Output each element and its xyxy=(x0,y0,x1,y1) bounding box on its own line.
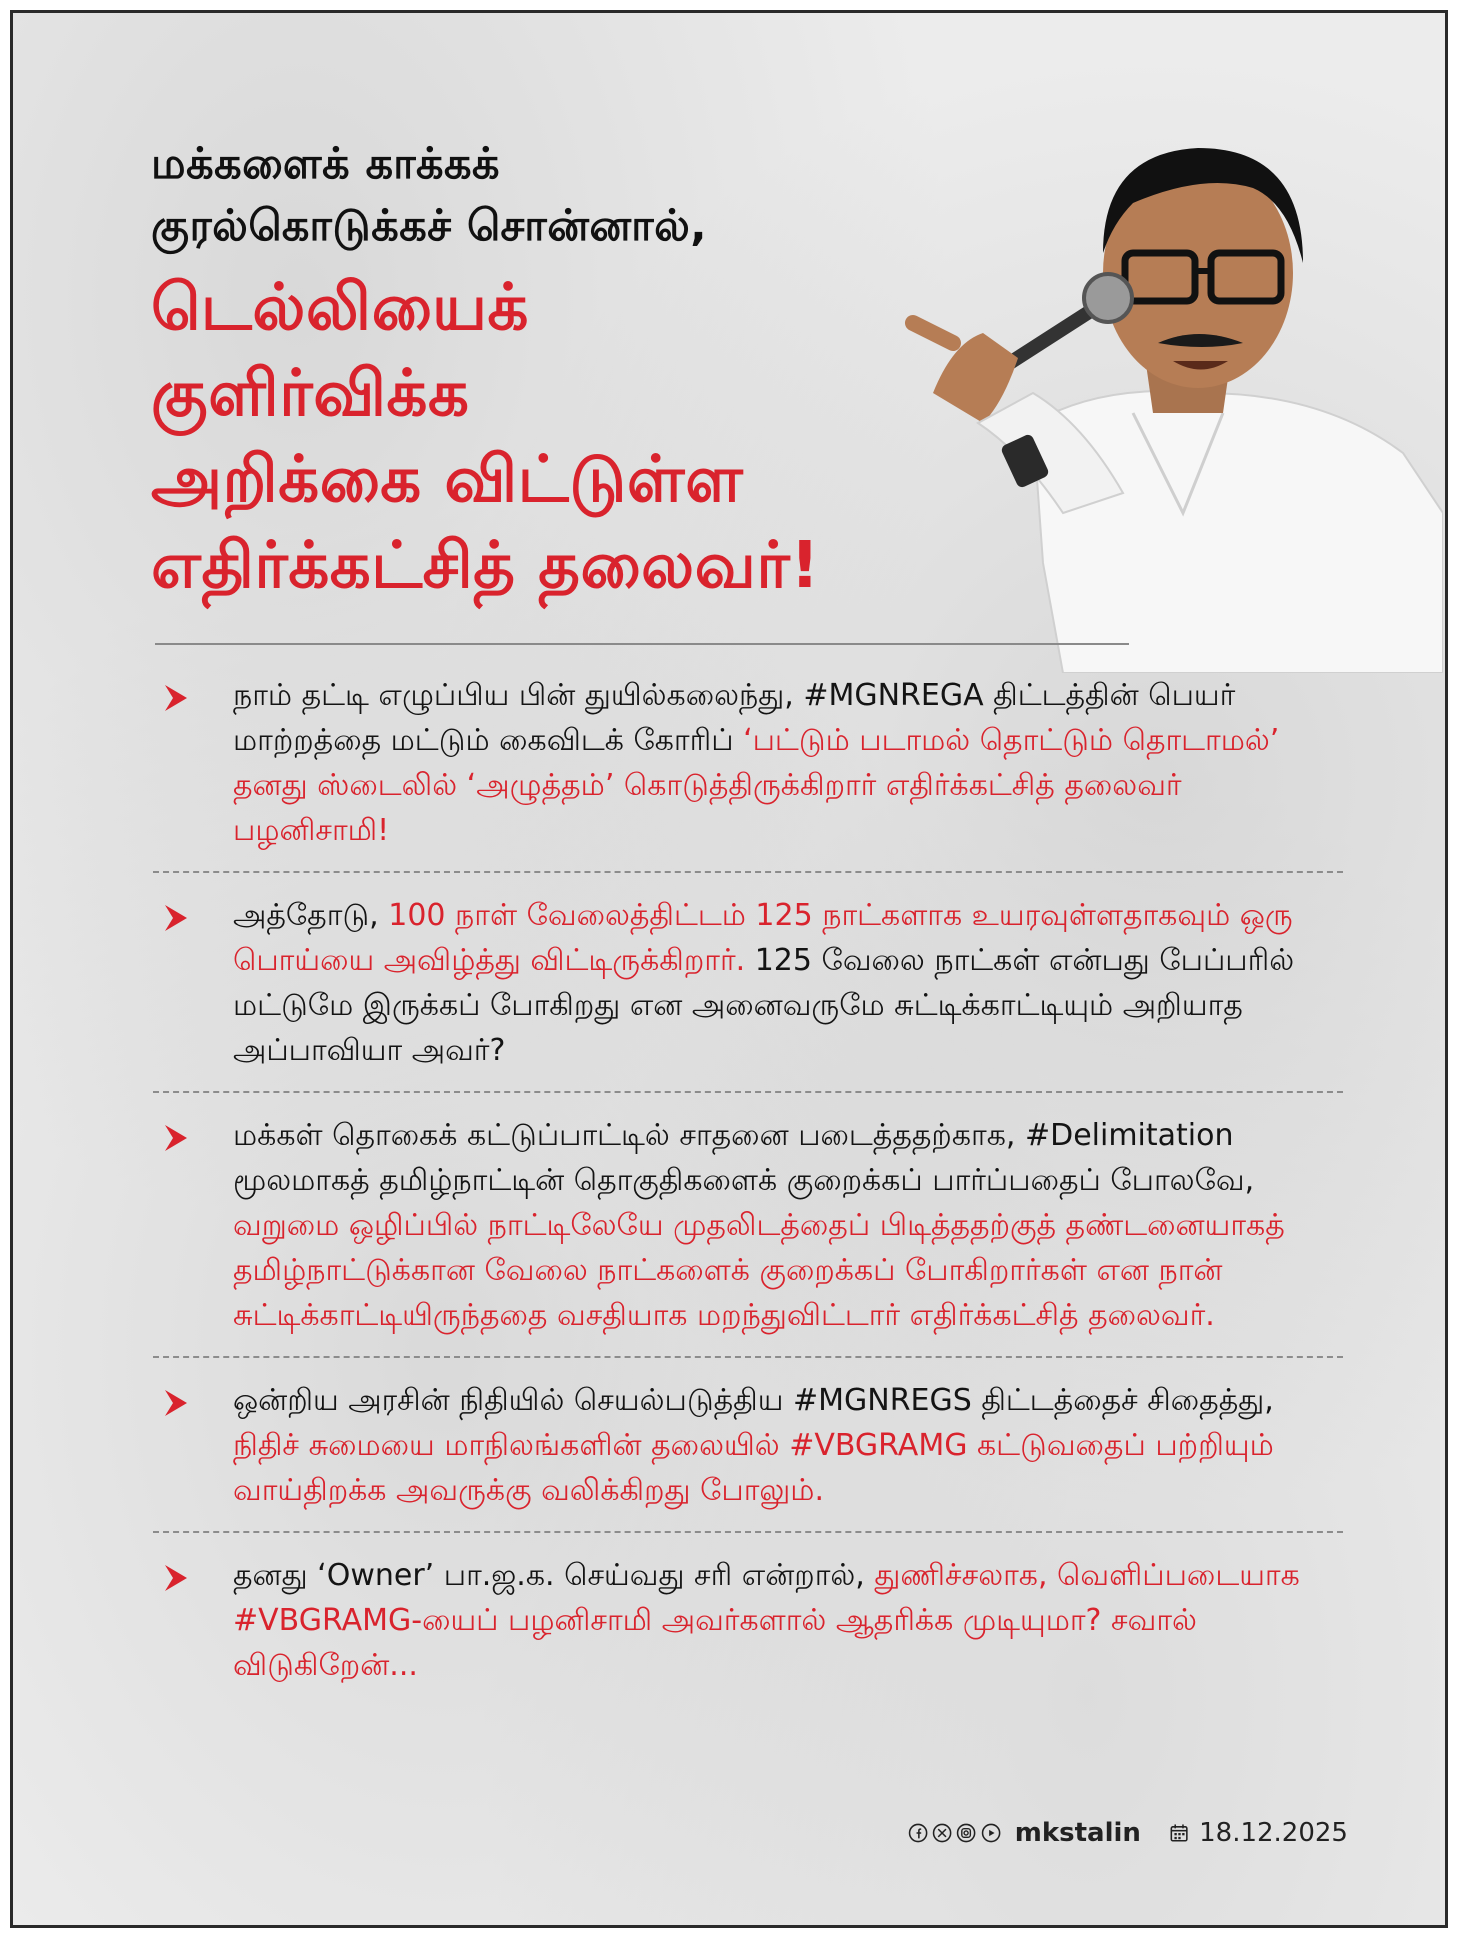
poster-frame xyxy=(10,10,1448,1928)
point-item xyxy=(153,1553,1343,1706)
post-date: 18.12.2025 xyxy=(1199,1818,1348,1848)
point-text xyxy=(233,1113,1343,1338)
point-text-red: நிதிச் சுமையை மாநிலங்களின் தலையில் #VBGRAMG கட்டுவதைப் பற்றியும் வாய்திறக்க அவருக்கு வலிக்கிறது போலும். xyxy=(233,1428,1274,1508)
chevron-right-icon xyxy=(163,1123,189,1153)
chevron-right-icon xyxy=(163,1388,189,1418)
point-text xyxy=(233,893,1343,1073)
point-text xyxy=(233,1553,1343,1688)
point-text-black: ஒன்றிய அரசின் நிதியில் செயல்படுத்திய #MGNREGS திட்டத்தைச் சிதைத்து, xyxy=(233,1383,1274,1418)
point-text-black: நாம் தட்டி எழுப்பிய பின் துயில்கலைந்து, #MGNREGA திட்டத்தின் பெயர் மாற்றத்தை மட்டும் கைவிடக் கோரிப் xyxy=(233,678,1236,758)
speaker-portrait-image xyxy=(803,93,1443,673)
point-text-black: அத்தோடு, xyxy=(233,898,389,933)
headline-line-2: குரல்கொடுக்கச் சொன்னால், xyxy=(151,201,708,251)
headline-red-line-4: எதிர்க்கட்சித் தலைவர்! xyxy=(151,529,820,603)
point-item xyxy=(153,1378,1343,1533)
headline xyxy=(151,133,911,609)
chevron-right-icon xyxy=(163,903,189,933)
header-divider xyxy=(155,643,1129,645)
point-text xyxy=(233,1378,1343,1513)
point-text-black: தனது ‘Owner’ பா.ஜ.க. செய்வது சரி என்றால், xyxy=(233,1558,875,1593)
facebook-icon[interactable] xyxy=(908,1820,928,1846)
youtube-icon[interactable] xyxy=(981,1820,1001,1846)
point-text xyxy=(233,673,1343,853)
headline-line-1: மக்களைக் காக்கக் xyxy=(151,139,501,189)
footer xyxy=(908,1813,1348,1853)
instagram-icon[interactable] xyxy=(956,1820,976,1846)
chevron-right-icon xyxy=(163,683,189,713)
point-text-red: ‘பட்டும் படாமல் தொட்டும் தொடாமல்’ தனது ஸ்டைலில் ‘அழுத்தம்’ கொடுத்திருக்கிறார் எதிர்க்கட்சித் தலைவர் பழனிசாமி! xyxy=(233,723,1280,848)
point-text-red: 100 நாள் வேலைத்திட்டம் 125 நாட்களாக உயரவுள்ளதாகவும் ஒரு பொய்யை அவிழ்த்து விட்டிருக்கிறார். xyxy=(233,898,1293,978)
headline-red-line-2: குளிர்விக்க xyxy=(151,357,470,431)
point-item xyxy=(153,1113,1343,1358)
point-text-red: துணிச்சலாக, வெளிப்படையாக #VBGRAMG-யைப் பழனிசாமி அவர்களால் ஆதரிக்க முடியுமா? சவால் விடுகிறேன்... xyxy=(233,1558,1300,1683)
point-text-red: வறுமை ஒழிப்பில் நாட்டிலேயே முதலிடத்தைப் பிடித்ததற்குத் தண்டனையாகத் தமிழ்நாட்டுக்கான வேலை நாட்களைக் குறைக்கப் போகிறார்கள் என நான் சுட்டிக்காட்டியிருந்ததை வசதியாக மறந்துவிட்டார் எதிர்க்கட்சித் தலைவர். xyxy=(233,1208,1285,1333)
headline-red-line-1: டெல்லியைக் xyxy=(151,271,529,345)
headline-red xyxy=(151,265,911,609)
points-list xyxy=(153,673,1343,1726)
calendar-icon xyxy=(1169,1820,1189,1846)
headline-red-line-3: அறிக்கை விட்டுள்ள xyxy=(151,443,744,517)
chevron-right-icon xyxy=(163,1563,189,1593)
point-item xyxy=(153,893,1343,1093)
point-text-black: மக்கள் தொகைக் கட்டுப்பாட்டில் சாதனை படைத்ததற்காக, #Delimitation மூலமாகத் தமிழ்நாட்டின் தொகுதிகளைக் குறைக்கப் பார்ப்பதைப் போலவே, xyxy=(233,1118,1255,1198)
x-icon[interactable] xyxy=(932,1820,952,1846)
point-text-black: 125 வேலை நாட்கள் என்பது பேப்பரில் மட்டுமே இருக்கப் போகிறது என அனைவருமே சுட்டிக்காட்டியும் அறியாத அப்பாவியா அவர்? xyxy=(233,943,1295,1068)
point-item xyxy=(153,673,1343,873)
social-handle: mkstalin xyxy=(1014,1818,1141,1848)
